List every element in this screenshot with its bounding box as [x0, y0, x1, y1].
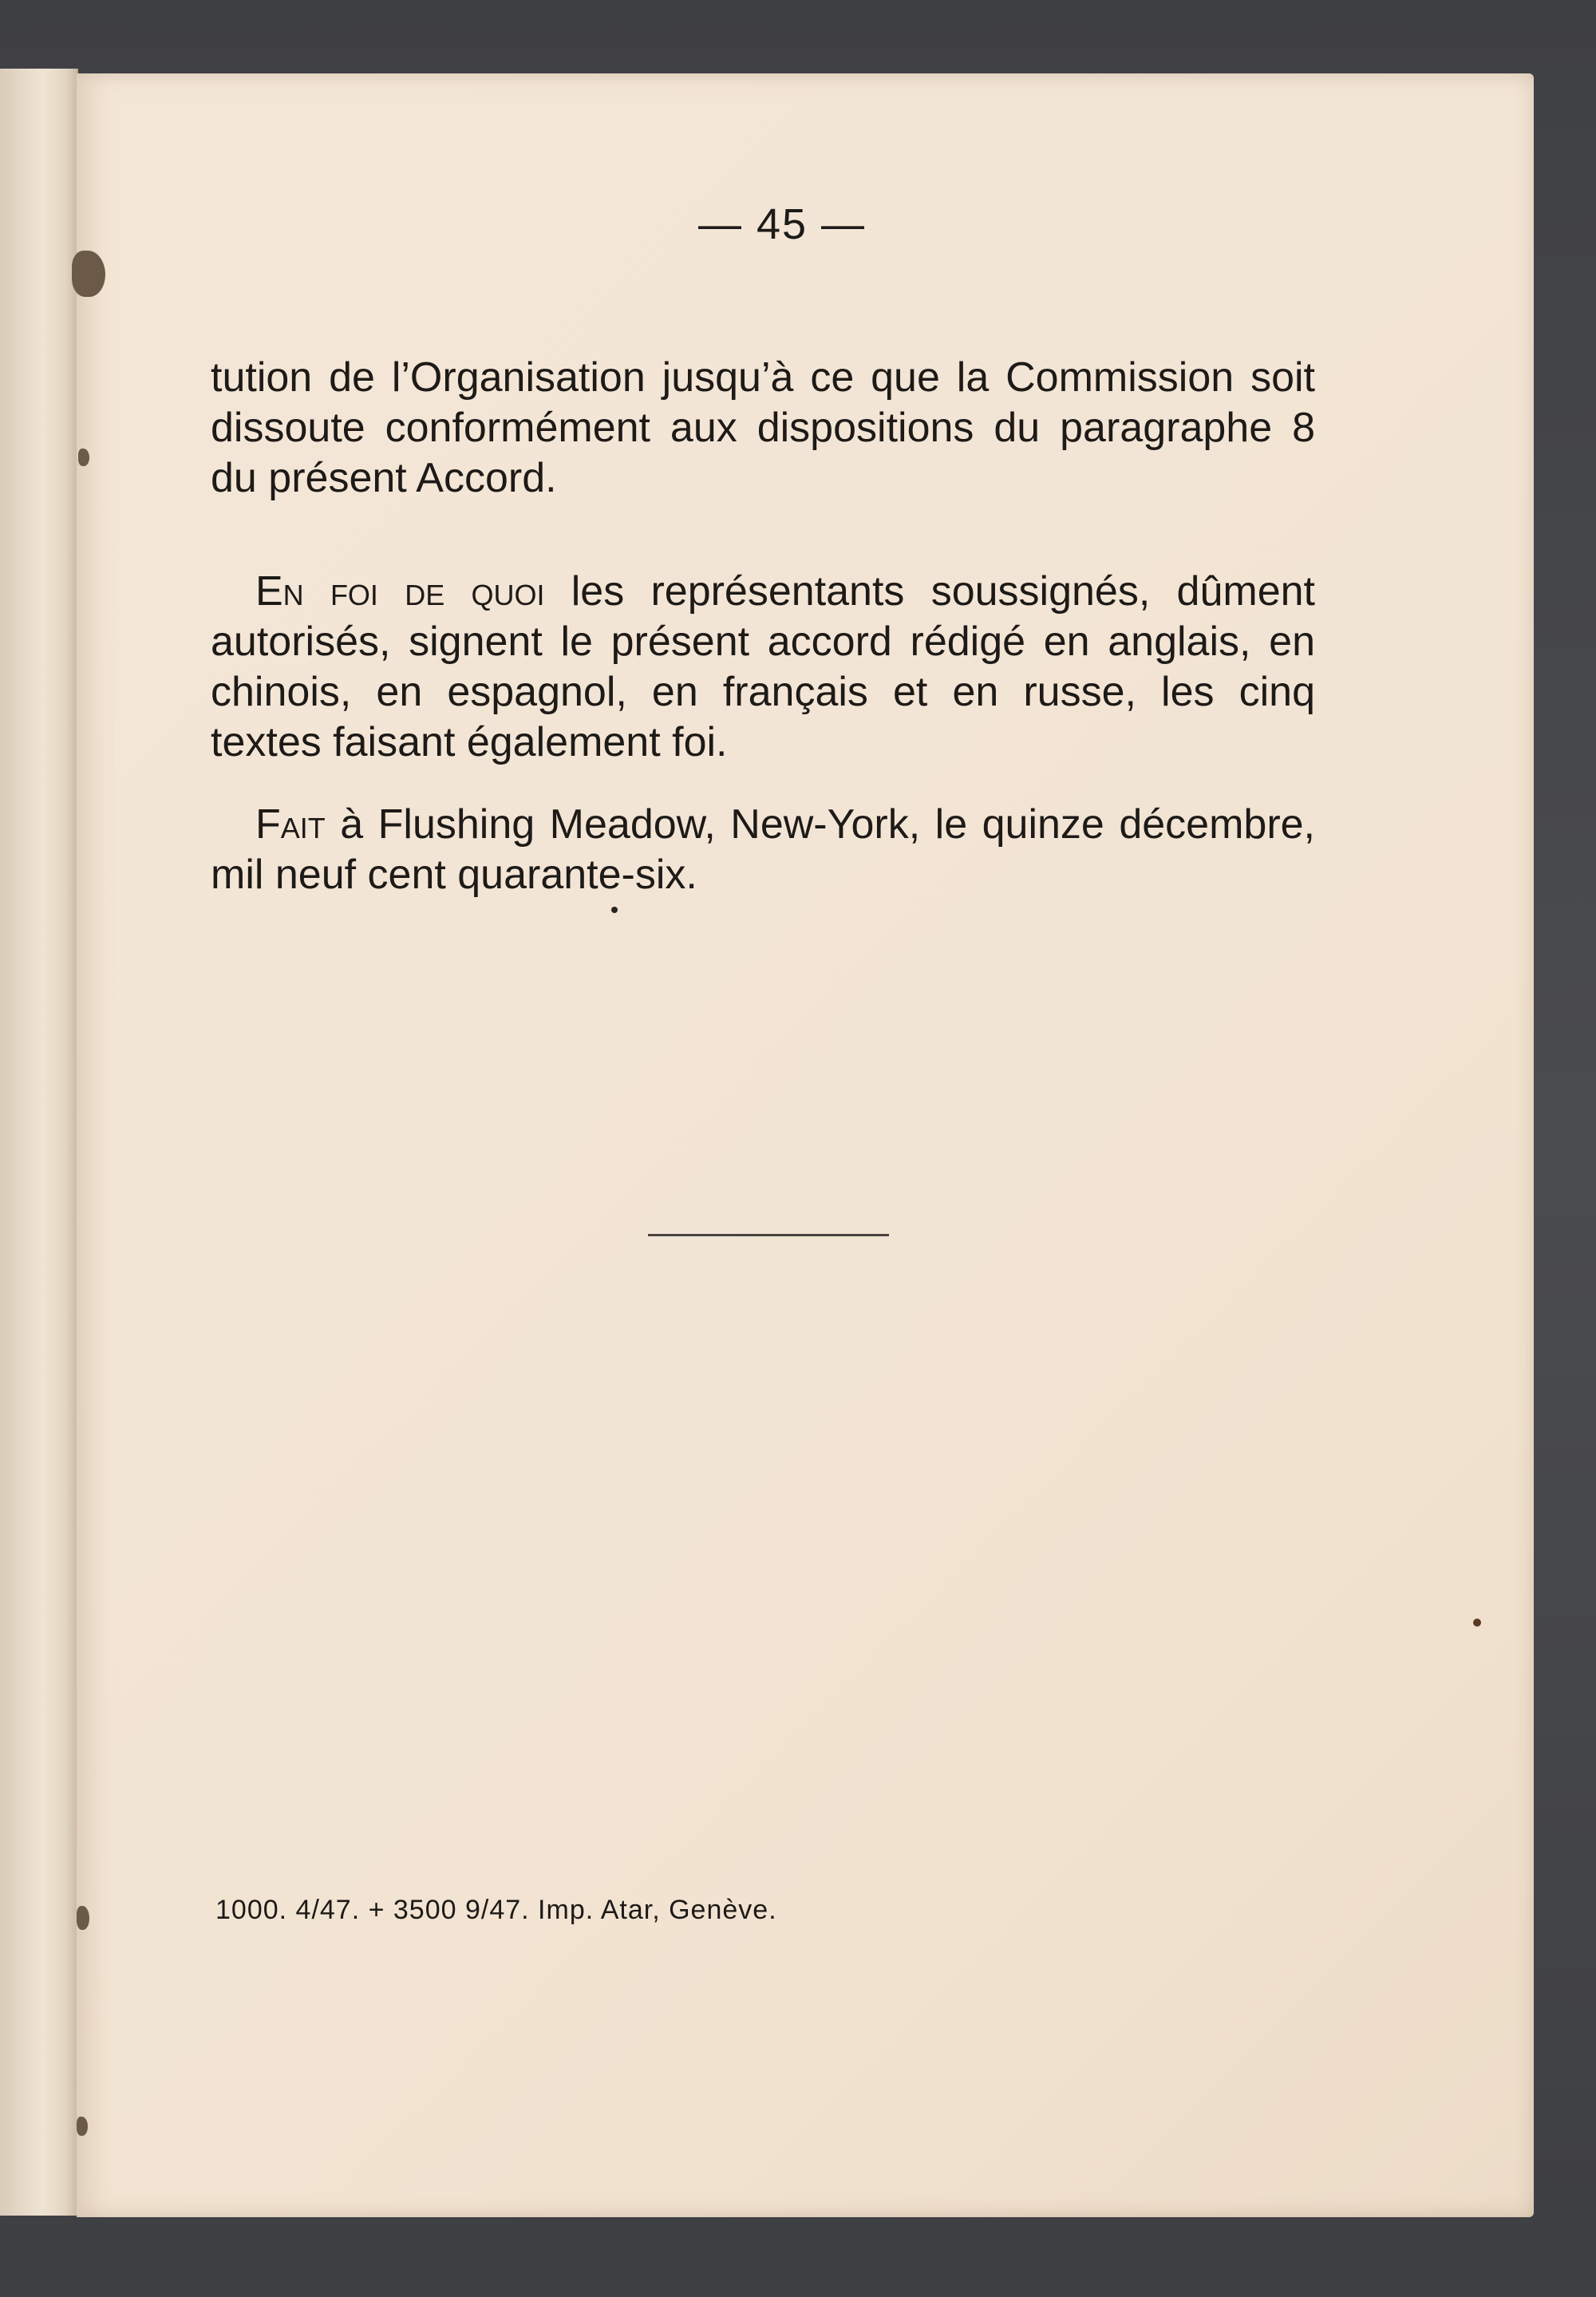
paragraph-date-place [211, 800, 1315, 900]
facing-page-edge [0, 69, 78, 2216]
paragraph-signature-clause [211, 567, 1315, 768]
page-number: — 45 — [697, 200, 867, 248]
ink-speck [611, 907, 618, 913]
paragraph-body: les représentants soussignés, dûment autorisés, signent le présent accord rédigé en anglais, en chinois, en espagnol, en français et en russe, les cinq textes faisant également foi. [211, 568, 1315, 765]
binding-tear [72, 251, 105, 297]
printer-imprint: 1000. 4/47. + 3500 9/47. Imp. Atar, Genève. [215, 1895, 777, 1925]
binding-mark [77, 2117, 88, 2136]
binding-mark [78, 449, 89, 466]
paragraph-body: à Flushing Meadow, New-York, le quinze décembre, mil neuf cent quarante-six. [211, 801, 1315, 898]
binding-mark [77, 1906, 89, 1930]
ink-speck [1473, 1619, 1481, 1627]
closing-rule [648, 1234, 889, 1236]
paragraph-continuation: tution de l’Organisation jusqu’à ce que la Commission soit dissoute conformément aux dispositions du paragraphe 8 du présent Accord. [211, 354, 1315, 501]
lead-words: Fait [255, 801, 326, 848]
lead-words: En foi de quoi [255, 568, 545, 615]
